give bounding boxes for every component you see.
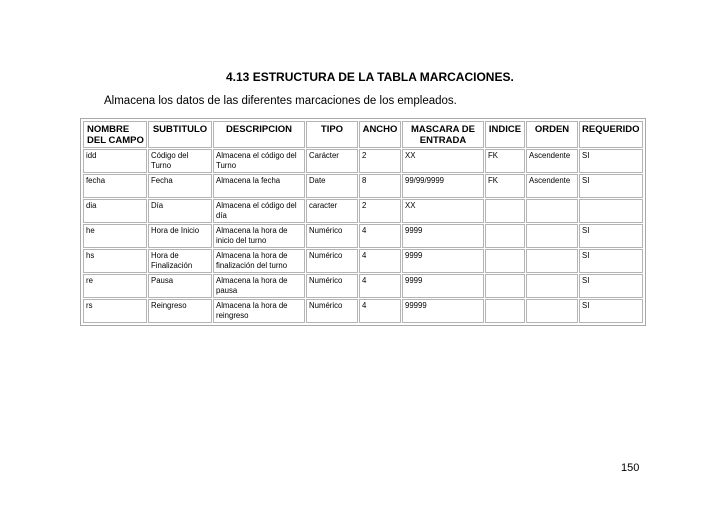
cell-subtitulo: Fecha — [148, 174, 212, 198]
cell-orden — [526, 224, 578, 248]
cell-requerido: SI — [579, 299, 643, 323]
cell-mascara: 99/99/9999 — [402, 174, 484, 198]
cell-descripcion: Almacena la hora de pausa — [213, 274, 305, 298]
cell-ancho: 2 — [359, 199, 401, 223]
cell-subtitulo: Hora de Inicio — [148, 224, 212, 248]
cell-subtitulo: Hora de Finalización — [148, 249, 212, 273]
cell-requerido — [579, 199, 643, 223]
cell-descripcion: Almacena la hora de finalización del turno — [213, 249, 305, 273]
header-descripcion: DESCRIPCION — [213, 121, 305, 148]
cell-campo: dia — [83, 199, 147, 223]
cell-ancho: 2 — [359, 149, 401, 173]
cell-tipo: Date — [306, 174, 358, 198]
cell-mascara: 9999 — [402, 274, 484, 298]
cell-orden: Ascendente — [526, 174, 578, 198]
cell-requerido: SI — [579, 249, 643, 273]
table-row — [83, 274, 643, 298]
cell-orden — [526, 274, 578, 298]
cell-requerido: SI — [579, 174, 643, 198]
cell-ancho: 4 — [359, 274, 401, 298]
cell-descripcion: Almacena la hora de inicio del turno — [213, 224, 305, 248]
cell-tipo: Numérico — [306, 224, 358, 248]
table-row — [83, 199, 643, 223]
marcaciones-structure-table — [82, 120, 644, 324]
cell-tipo: Numérico — [306, 249, 358, 273]
cell-indice — [485, 199, 525, 223]
header-requerido: REQUERIDO — [579, 121, 643, 148]
table-row — [83, 299, 643, 323]
cell-indice: FK — [485, 149, 525, 173]
intro-paragraph: Almacena los datos de las diferentes marcaciones de los empleados. — [104, 95, 457, 107]
cell-subtitulo: Reingreso — [148, 299, 212, 323]
cell-campo: fecha — [83, 174, 147, 198]
cell-campo: hs — [83, 249, 147, 273]
cell-campo: rs — [83, 299, 147, 323]
header-subtitulo: SUBTITULO — [148, 121, 212, 148]
page-number: 150 — [621, 462, 640, 474]
cell-descripcion: Almacena la hora de reingreso — [213, 299, 305, 323]
cell-tipo: caracter — [306, 199, 358, 223]
cell-mascara: XX — [402, 149, 484, 173]
cell-subtitulo: Pausa — [148, 274, 212, 298]
cell-mascara: 9999 — [402, 249, 484, 273]
document-title: 4.13 ESTRUCTURA DE LA TABLA MARCACIONES. — [226, 70, 514, 84]
cell-mascara: 99999 — [402, 299, 484, 323]
header-ancho: ANCHO — [359, 121, 401, 148]
cell-descripcion: Almacena la fecha — [213, 174, 305, 198]
table-row — [83, 249, 643, 273]
header-tipo: TIPO — [306, 121, 358, 148]
header-row — [83, 121, 643, 148]
table-row — [83, 149, 643, 173]
cell-ancho: 4 — [359, 224, 401, 248]
cell-indice — [485, 224, 525, 248]
cell-indice — [485, 299, 525, 323]
cell-indice — [485, 249, 525, 273]
cell-tipo: Numérico — [306, 299, 358, 323]
cell-requerido: SI — [579, 149, 643, 173]
header-mascara: MASCARA DE ENTRADA — [402, 121, 484, 148]
header-nombre-line2: DEL CAMPO — [87, 135, 144, 146]
cell-tipo: Carácter — [306, 149, 358, 173]
table-row — [83, 174, 643, 198]
cell-descripcion: Almacena el código del día — [213, 199, 305, 223]
cell-requerido: SI — [579, 224, 643, 248]
cell-ancho: 4 — [359, 299, 401, 323]
cell-orden — [526, 199, 578, 223]
cell-campo: idd — [83, 149, 147, 173]
cell-descripcion: Almacena el código del Turno — [213, 149, 305, 173]
cell-ancho: 8 — [359, 174, 401, 198]
header-nombre-campo — [83, 121, 147, 148]
cell-campo: re — [83, 274, 147, 298]
cell-indice — [485, 274, 525, 298]
cell-ancho: 4 — [359, 249, 401, 273]
cell-tipo: Numérico — [306, 274, 358, 298]
header-orden: ORDEN — [526, 121, 578, 148]
header-nombre-line1: NOMBRE — [87, 124, 130, 135]
table-frame — [80, 118, 646, 326]
cell-subtitulo: Código del Turno — [148, 149, 212, 173]
cell-requerido: SI — [579, 274, 643, 298]
cell-indice: FK — [485, 174, 525, 198]
cell-subtitulo: Día — [148, 199, 212, 223]
cell-campo: he — [83, 224, 147, 248]
cell-orden: Ascendente — [526, 149, 578, 173]
cell-mascara: 9999 — [402, 224, 484, 248]
cell-orden — [526, 299, 578, 323]
cell-orden — [526, 249, 578, 273]
cell-mascara: XX — [402, 199, 484, 223]
header-indice: INDICE — [485, 121, 525, 148]
table-row — [83, 224, 643, 248]
